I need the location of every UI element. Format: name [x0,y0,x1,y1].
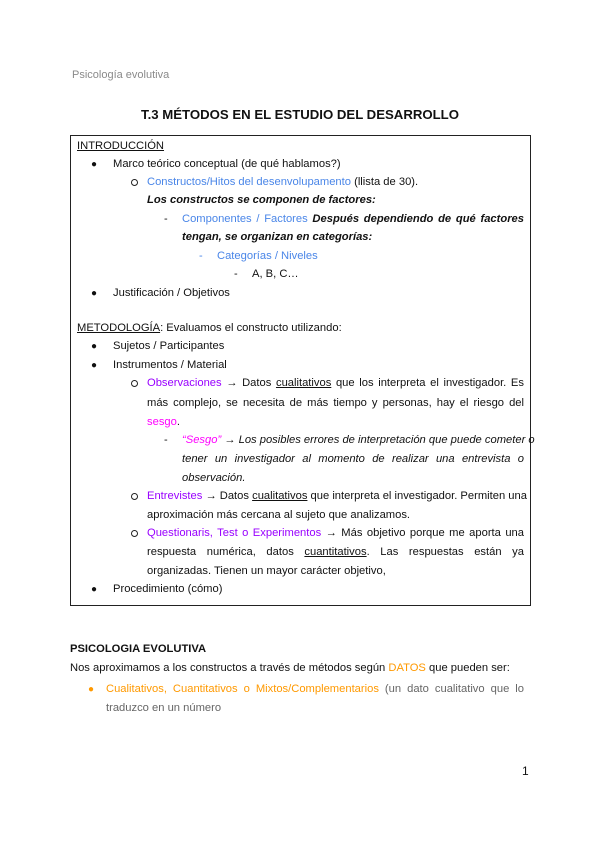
metodologia-heading [77,321,342,336]
dash-icon: - [164,434,168,446]
entrevistes-arrow: → Datos [202,490,253,502]
sesgo-label: “Sesgo” [182,434,222,446]
circle-bullet-icon [131,530,138,537]
circle-bullet-icon [131,179,138,186]
componen-text: Los constructos se componen de factores: [147,194,376,206]
instrumentos-item: Instrumentos / Material [113,359,227,371]
procedimiento-item: Procedimiento (cómo) [113,583,223,595]
tipos-label: Cualitativos, Cuantitativos o Mixtos/Complementarios [106,683,379,695]
observaciones-label: Observaciones [147,377,222,389]
sesgo-text-1: Los posibles errores de interpretación que puede cometer o [238,434,535,446]
page-header: Psicología evolutiva [72,69,170,81]
dash-icon: - [164,213,168,225]
bullet-icon: ● [91,288,98,299]
datos-word: DATOS [388,662,426,674]
questionaris-rest-1a: respuesta numérica, datos [147,546,305,558]
categorias-item: Categorías / Niveles [217,250,318,262]
componentes-rest-2: tengan, se organizan en categorías: [182,231,373,243]
bullet-icon: ● [91,341,98,352]
questionaris-cuantitativos: cuantitativos [304,546,367,558]
page-title: T.3 MÉTODOS EN EL ESTUDIO DEL DESARROLLO [140,107,459,122]
sesgo-word: sesgo [147,416,177,428]
questionaris-line-2 [147,545,524,560]
justificacion-item: Justificación / Objetivos [113,287,230,299]
observaciones-rest-1: que los interpreta el investigador. Es [331,377,524,389]
questionaris-label: Questionaris, Test o Experimentos [147,527,322,539]
observaciones-arrow: → Datos [221,377,276,389]
observaciones-line-2: más complejo, se necesita de más tiempo y personas, hay el riesgo del [147,397,524,409]
sesgo-line-2: tener un investigador al momento de realizar una entrevista o [182,453,524,465]
sesgo-arrow: → [221,434,239,446]
bullet-icon: ● [88,684,95,695]
entrevistes-rest-1: que interpreta el investigador. Permiten una [307,490,527,502]
dash-icon: - [234,268,238,280]
observaciones-line-3 [147,415,180,430]
componentes-rest: Después dependiendo de qué factores [307,213,525,225]
bullet-icon: ● [91,360,98,371]
metodologia-rest: : Evaluamos el constructo utilizando: [160,322,342,334]
componentes-link: Componentes / Factores [182,213,308,225]
intro-heading: INTRODUCCIÓN [77,140,165,152]
entrevistes-line-2: aproximación más cercana al sujeto que analizamos. [147,509,411,521]
tipos-line-1 [106,682,524,697]
questionaris-arrow: → Más objetivo porque me aporta una [321,527,525,539]
entrevistes-line-1 [147,489,527,504]
questionaris-line-1 [147,526,524,541]
page-number: 1 [522,764,529,778]
componentes-item [182,212,524,227]
tipos-line-2: traduzco en un número [106,702,222,714]
entrevistes-cualitativos: cualitativos [252,490,308,502]
marco-item: Marco teórico conceptual (de qué hablamos?) [113,158,341,170]
psico-intro-line [70,661,510,676]
sesgo-line-1 [182,433,535,448]
bullet-icon: ● [91,159,98,170]
constructos-item [147,175,418,190]
questionaris-line-3: organizadas. Tienen un mayor carácter objetivo, [147,565,386,577]
metodologia-title: METODOLOGÍA [77,322,161,334]
constructos-rest: (llista de 30). [350,176,419,188]
sesgo-line-3: observación. [182,472,246,484]
tipos-rest-1: (un dato cualitativo que lo [378,683,524,695]
psico-line-a: Nos aproximamos a los constructos a través de métodos según [70,662,389,674]
dash-icon: - [199,250,203,262]
circle-bullet-icon [131,380,138,387]
sesgo-dot: . [176,416,180,428]
questionaris-rest-1b: . Las respuestas están ya [366,546,524,558]
psico-line-b: que pueden ser: [425,662,510,674]
psico-heading: PSICOLOGIA EVOLUTIVA [70,643,207,655]
abc-item: A, B, C… [252,268,299,280]
constructos-link: Constructos/Hitos del desenvolupamento [147,176,351,188]
entrevistes-label: Entrevistes [147,490,203,502]
observaciones-line-1 [147,376,524,391]
observaciones-cualitativos: cualitativos [275,377,332,389]
sujetos-item: Sujetos / Participantes [113,340,225,352]
bullet-icon: ● [91,584,98,595]
circle-bullet-icon [131,493,138,500]
